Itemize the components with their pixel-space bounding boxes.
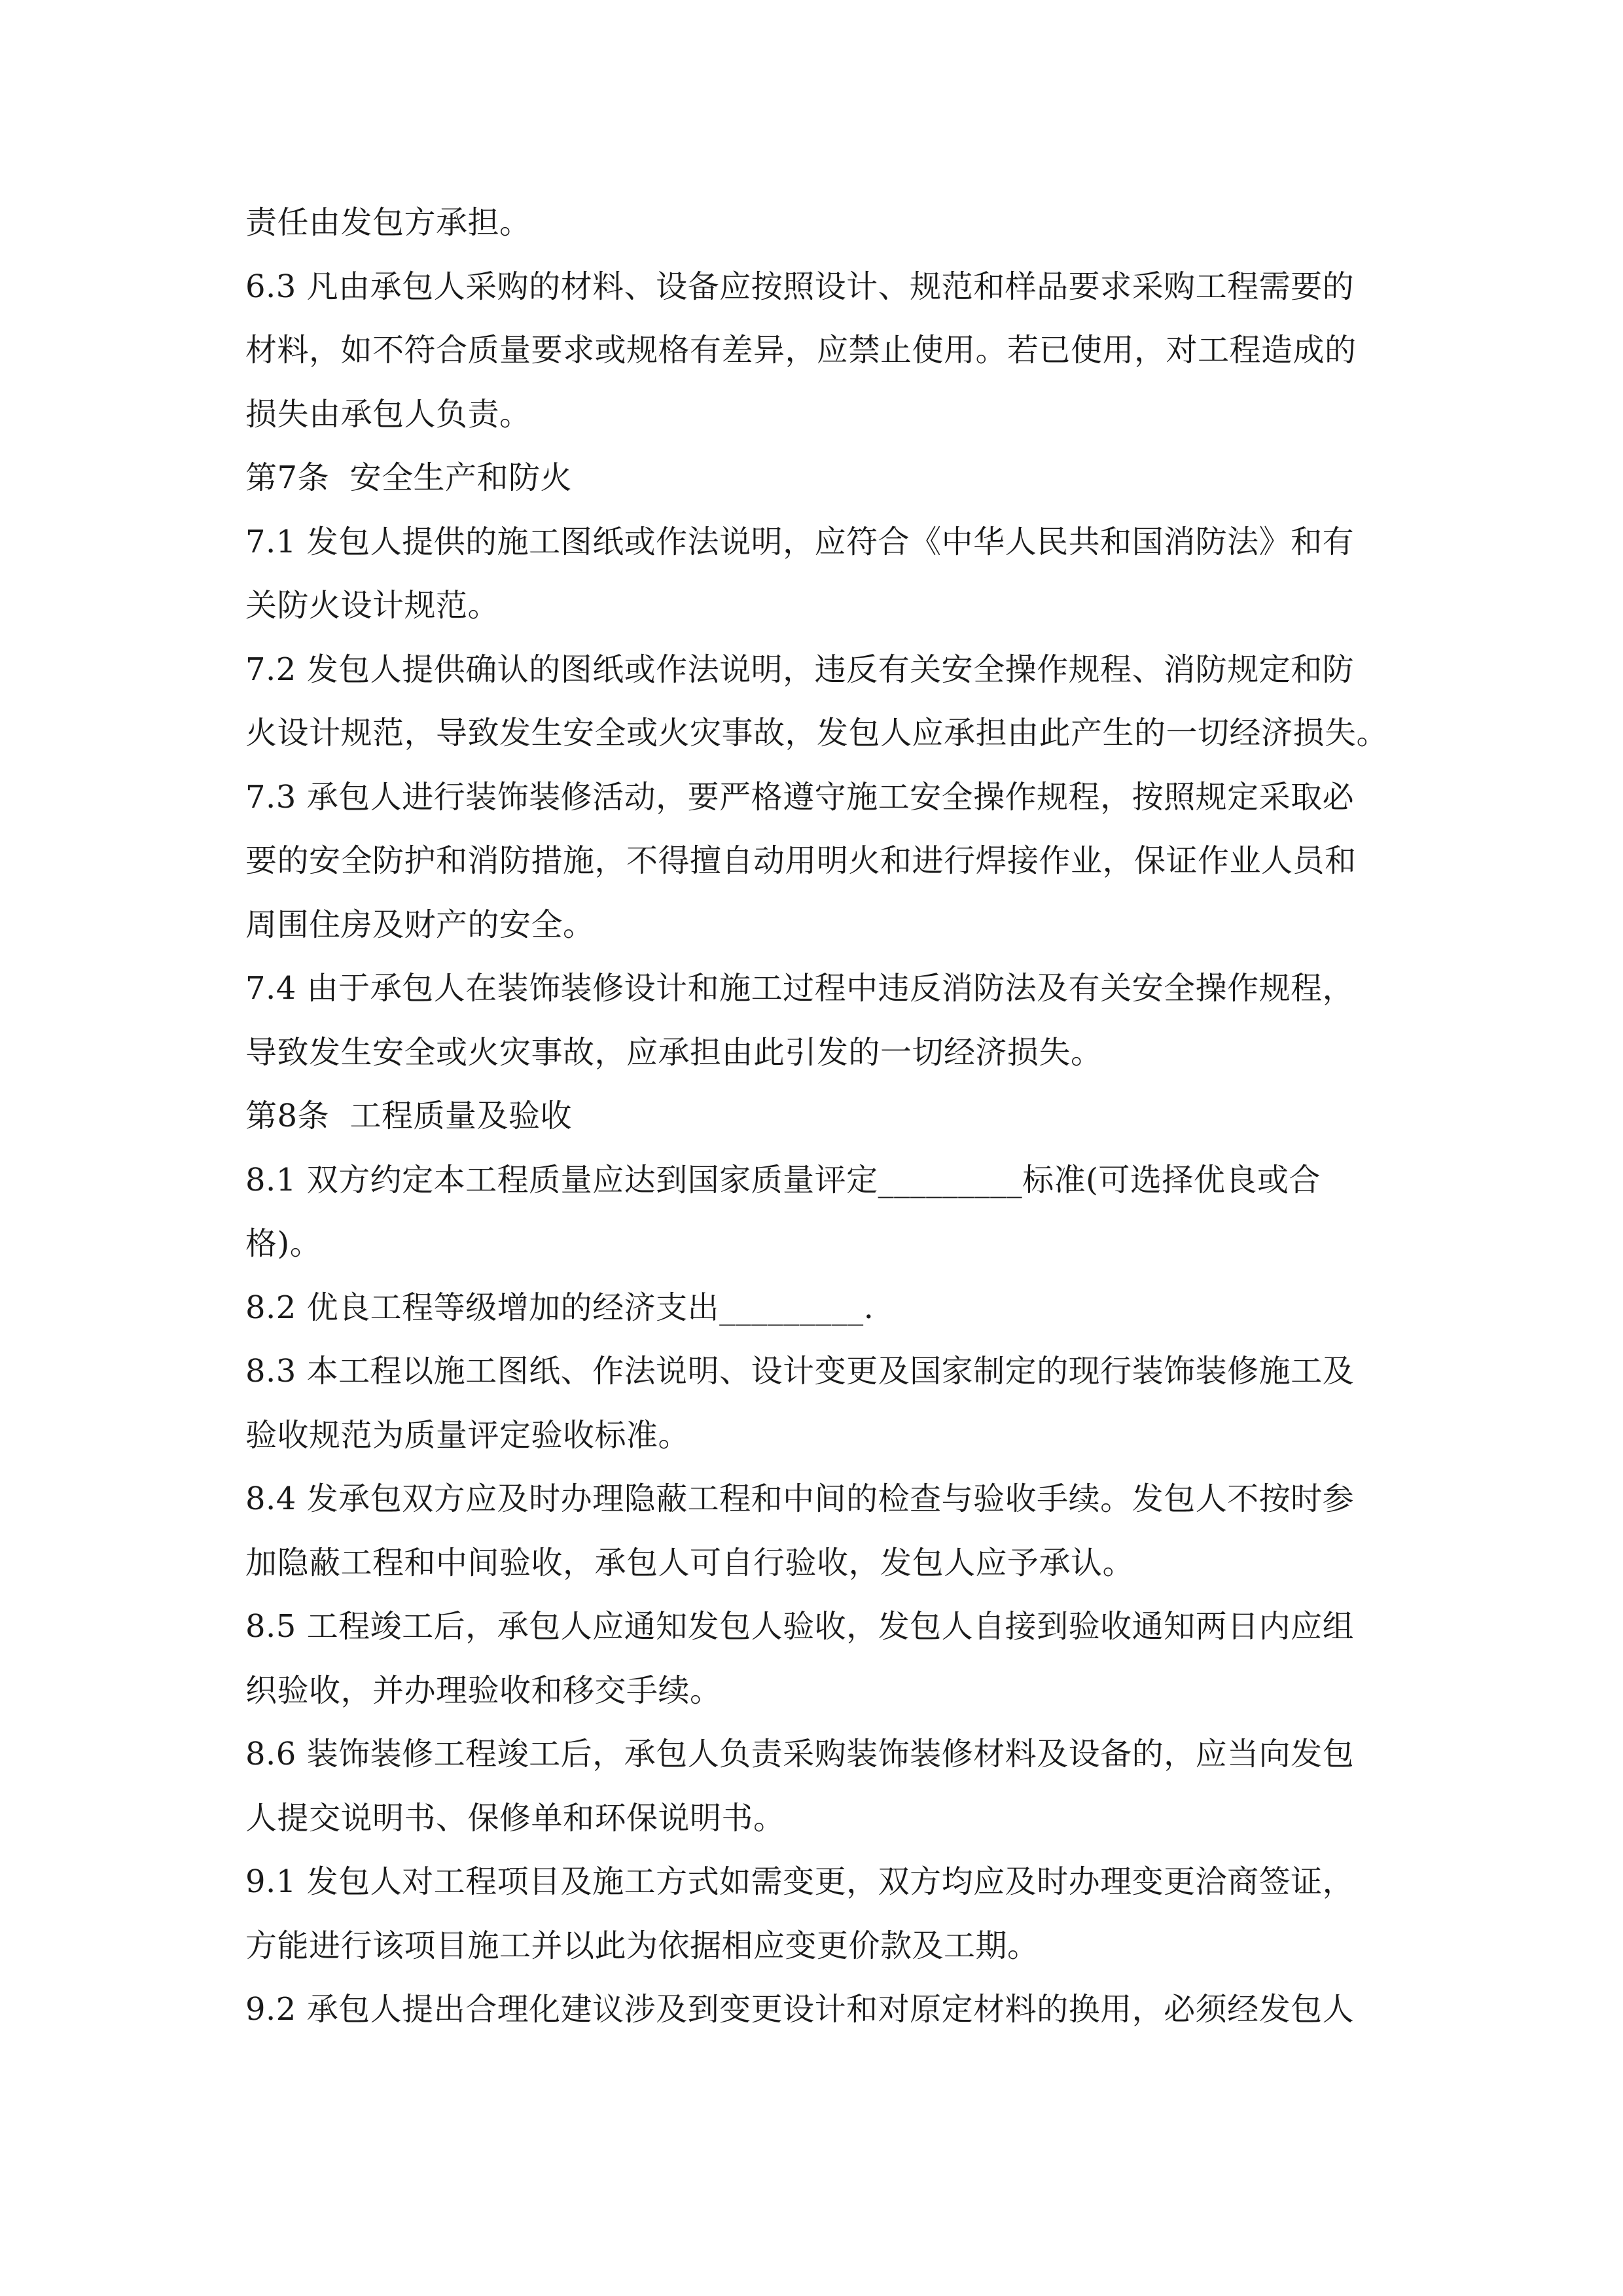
text-line: 验收规范为质量评定验收标准。 bbox=[245, 1416, 690, 1454]
text-line: 8.6 装饰装修工程竣工后，承包人负责采购装饰装修材料及设备的，应当向发包 bbox=[245, 1736, 1355, 1772]
text-line: 8.1 双方约定本工程质量应达到国家质量评定_________标准(可选择优良或合 bbox=[245, 1161, 1321, 1198]
text-line: 8.5 工程竣工后，承包人应通知发包人验收，发包人自接到验收通知两日内应组 bbox=[245, 1608, 1355, 1645]
text-line: 9.2 承包人提出合理化建议涉及到变更设计和对原定材料的换用，必须经发包人 bbox=[245, 1991, 1355, 2028]
text-line: 周围住房及财产的安全。 bbox=[245, 906, 595, 943]
text-line: 7.3 承包人进行装饰装修活动，要严格遵守施工安全操作规程，按照规定采取必 bbox=[245, 778, 1355, 816]
text-line: 8.3 本工程以施工图纸、作法说明、设计变更及国家制定的现行装饰装修施工及 bbox=[245, 1353, 1355, 1390]
text-line: 关防火设计规范。 bbox=[245, 587, 500, 624]
text-line: 要的安全防护和消防措施，不得擅自动用明火和进行焊接作业，保证作业人员和 bbox=[245, 842, 1357, 879]
text-line: 8.2 优良工程等级增加的经济支出_________. bbox=[245, 1289, 874, 1326]
text-line: 材料，如不符合质量要求或规格有差异，应禁止使用。若已使用，对工程造成的 bbox=[245, 332, 1357, 368]
contract-text bbox=[245, 191, 1389, 2042]
text-line: 9.1 发包人对工程项目及施工方式如需变更，双方均应及时办理变更洽商签证， bbox=[245, 1863, 1355, 1900]
text-line: 火设计规范，导致发生安全或火灾事故，发包人应承担由此产生的一切经济损失。 bbox=[245, 715, 1389, 751]
text-line: 格)。 bbox=[245, 1225, 322, 1262]
text-line: 7.2 发包人提供确认的图纸或作法说明，违反有关安全操作规程、消防规定和防 bbox=[245, 651, 1355, 688]
text-line: 加隐蔽工程和中间验收，承包人可自行验收，发包人应予承认。 bbox=[245, 1544, 1135, 1581]
text-line: 6.3 凡由承包人采购的材料、设备应按照设计、规范和样品要求采购工程需要的 bbox=[245, 268, 1355, 305]
section-heading: 第8条 工程质量及验收 bbox=[245, 1098, 573, 1134]
text-line: 8.4 发承包双方应及时办理隐蔽工程和中间的检查与验收手续。发包人不按时参 bbox=[245, 1480, 1355, 1517]
text-line: 7.4 由于承包人在装饰装修设计和施工过程中违反消防法及有关安全操作规程， bbox=[245, 970, 1355, 1007]
text-line: 方能进行该项目施工并以此为依据相应变更价款及工期。 bbox=[245, 1927, 1039, 1964]
text-line: 7.1 发包人提供的施工图纸或作法说明，应符合《中华人民共和国消防法》和有 bbox=[245, 523, 1355, 560]
text-line: 损失由承包人负责。 bbox=[245, 395, 531, 433]
text-line: 责任由发包方承担。 bbox=[245, 204, 531, 241]
text-line: 人提交说明书、保修单和环保说明书。 bbox=[245, 1799, 785, 1837]
section-heading: 第7条 安全生产和防火 bbox=[245, 459, 573, 496]
text-line: 导致发生安全或火灾事故，应承担由此引发的一切经济损失。 bbox=[245, 1033, 1103, 1071]
text-line: 织验收，并办理验收和移交手续。 bbox=[245, 1672, 722, 1709]
